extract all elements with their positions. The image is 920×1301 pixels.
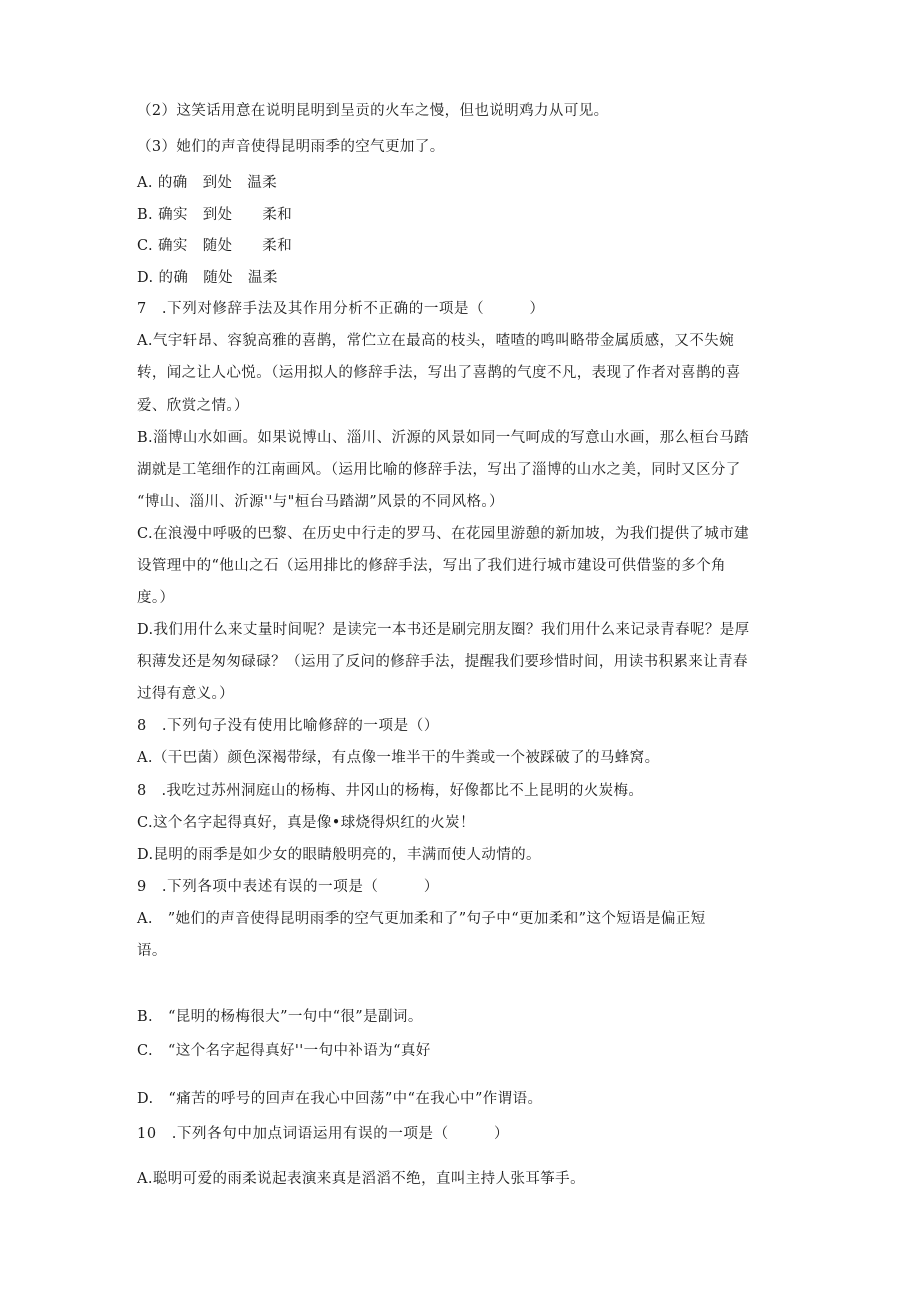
question-8-option-a: A.（干巴菌）颜色深褐带绿，有点像一堆半干的牛粪或一个被踩破了的马蜂窝。 <box>137 750 660 766</box>
text-line: 度。） <box>137 590 175 606</box>
option-b: B. 确实 到处 柔和 <box>137 207 293 223</box>
text-line: 积薄发还是匆匆碌碌？（运用了反问的修辞手法，提醒我们要珍惜时间，用读书积累来让青春 <box>137 654 748 670</box>
question-8-option-b: 8 .我吃过苏州洞庭山的杨梅、井冈山的杨梅，好像都比不上昆明的火炭梅。 <box>137 783 644 799</box>
text-line: 湖就是工笔细作的江南画风。（运用比喻的修辞手法，写出了淄博的山水之美，同时又区分了 <box>137 462 741 478</box>
question-9-option-d: D. “痛苦的呼号的回声在我心中回荡”中“在我心中”作谓语。 <box>137 1091 543 1107</box>
question-7-option-c: C.在浪漫中呼吸的巴黎、在历史中行走的罗马、在花园里游憩的新加坡，为我们提供了城市建 <box>137 526 749 542</box>
text-line: 爱、欣赏之情。） <box>137 398 249 414</box>
option-c: C. 确实 随处 柔和 <box>137 238 293 254</box>
question-8-option-c: C.这个名字起得真好，真是像•球烧得炽红的火炭！ <box>137 815 475 831</box>
text-line: （3）她们的声音使得昆明雨季的空气更加了。 <box>137 139 445 155</box>
question-7-option-a: A.气宇轩昂、容貌高雅的喜鹊，常伫立在最高的枝头，喳喳的鸣叫略带金属质感，又不失婉 <box>137 333 734 349</box>
question-7: 7 .下列对修辞手法及其作用分析不正确的一项是（ ） <box>137 301 545 317</box>
question-8-option-d: D.昆明的雨季是如少女的眼睛般明亮的，丰满而使人动情的。 <box>137 847 541 863</box>
question-9-option-a: A. ”她们的声音使得昆明雨季的空气更加柔和了”句子中“更加柔和”这个短语是偏正短 <box>137 911 706 927</box>
text-line: 过得有意义。） <box>137 686 235 702</box>
text-line: （2）这笑话用意在说明昆明到呈贡的火车之慢，但也说明鸡力从可见。 <box>137 103 609 119</box>
text-line: 设管理中的“他山之石（运用排比的修辞手法，写出了我们进行城市建设可供借鉴的多个角 <box>137 558 726 574</box>
text-line: 语。 <box>137 943 167 959</box>
option-a: A. 的确 到处 温柔 <box>137 175 278 191</box>
question-7-option-b: B.淄博山水如画。如果说博山、淄川、沂源的风景如同一气呵成的写意山水画，那么桓台马踏 <box>137 430 750 446</box>
question-9-option-b: B. “昆明的杨梅很大”一句中“很”是副词。 <box>137 1009 423 1025</box>
question-9-option-c: C. “这个名字起得真好''一句中补语为“真好 <box>137 1043 431 1059</box>
question-7-option-d: D.我们用什么来丈量时间呢？是读完一本书还是刷完朋友圈？我们用什么来记录青春呢？是厚 <box>137 622 750 638</box>
question-10: 10 .下列各句中加点词语运用有误的一项是（ ） <box>137 1126 510 1142</box>
text-line: 转，闻之让人心悦。（运用拟人的修辞手法，写出了喜鹊的气度不凡，表现了作者对喜鹊的喜 <box>137 365 741 381</box>
option-d: D. 的确 随处 温柔 <box>137 270 278 286</box>
question-10-option-a: A.聪明可爱的雨柔说起表演来真是滔滔不绝，直叫主持人张耳筝手。 <box>137 1171 585 1187</box>
question-9: 9 .下列各项中表述有误的一项是（ ） <box>137 879 439 895</box>
question-8: 8 .下列句子没有使用比喻修辞的一项是（） <box>137 718 439 734</box>
text-line: “博山、淄川、沂源''与"桓台马踏湖”风景的不同风格。） <box>137 494 504 510</box>
